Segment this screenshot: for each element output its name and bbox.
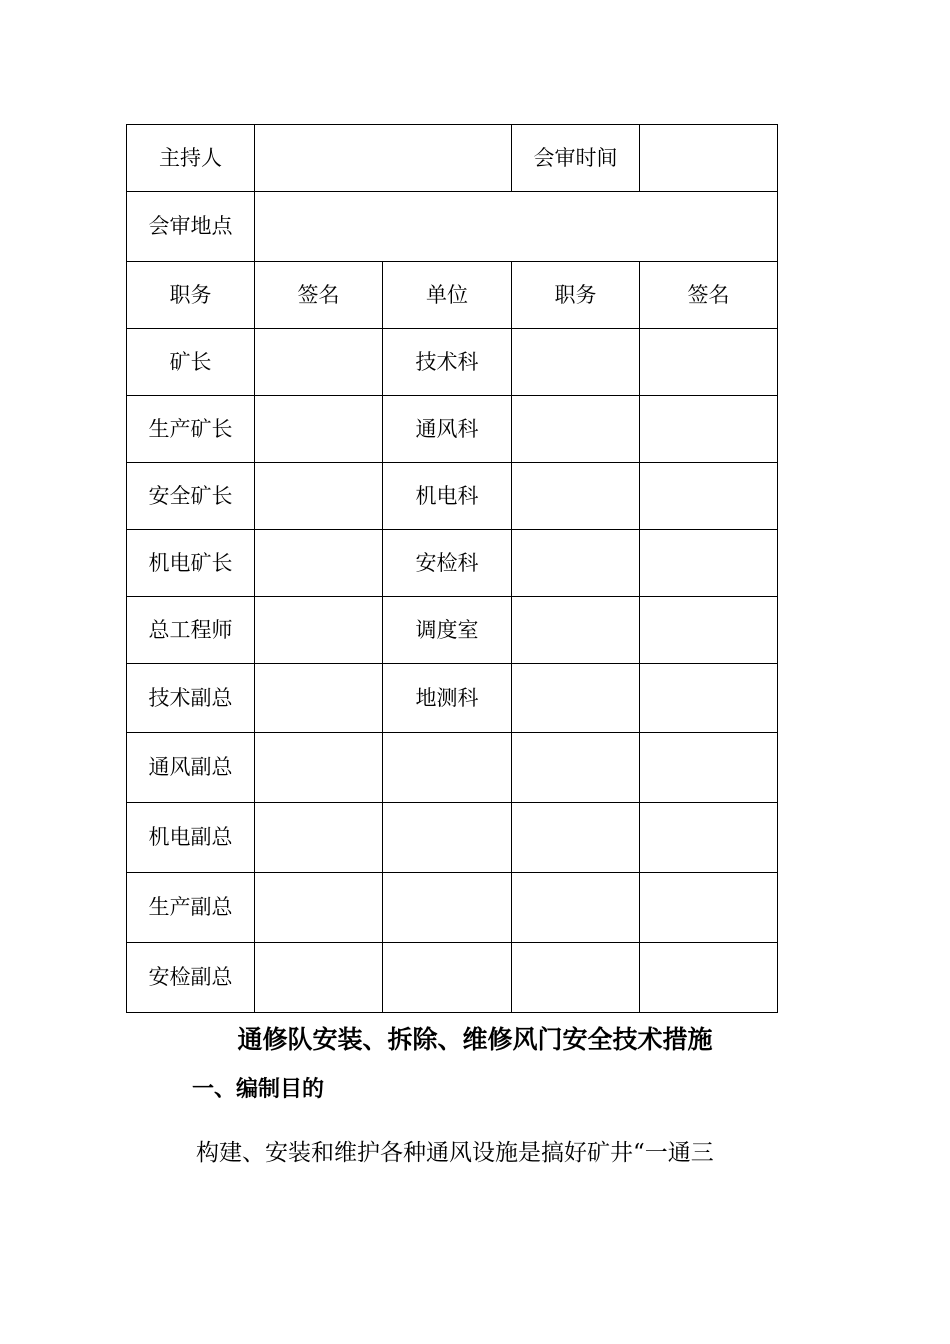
signature-cell-2[interactable] <box>640 396 778 463</box>
signature-cell-2[interactable] <box>640 329 778 396</box>
signature-cell[interactable] <box>255 463 383 530</box>
signature-cell[interactable] <box>255 396 383 463</box>
position-cell-2[interactable] <box>512 396 640 463</box>
signature-cell[interactable] <box>255 803 383 873</box>
section-heading: 一、编制目的 <box>192 1077 325 1102</box>
position-cell-2[interactable] <box>512 329 640 396</box>
table-row <box>127 803 778 873</box>
host-label: 主持人 <box>127 125 255 192</box>
position-cell: 生产副总 <box>127 873 255 943</box>
unit-cell[interactable] <box>383 733 512 803</box>
review-signoff-table <box>126 124 778 1013</box>
signature-cell-2[interactable] <box>640 803 778 873</box>
signature-cell[interactable] <box>255 530 383 597</box>
unit-cell: 地测科 <box>383 664 512 733</box>
signature-cell[interactable] <box>255 943 383 1013</box>
position-cell: 总工程师 <box>127 597 255 664</box>
unit-cell[interactable] <box>383 803 512 873</box>
header-unit: 单位 <box>383 262 512 329</box>
position-cell: 技术副总 <box>127 664 255 733</box>
unit-cell: 通风科 <box>383 396 512 463</box>
position-cell: 机电副总 <box>127 803 255 873</box>
table-row <box>127 664 778 733</box>
position-cell-2[interactable] <box>512 733 640 803</box>
signature-cell[interactable] <box>255 873 383 943</box>
body-paragraph: 构建、安装和维护各种通风设施是搞好矿井“一通三 <box>196 1140 714 1166</box>
position-cell: 矿长 <box>127 329 255 396</box>
table-row <box>127 530 778 597</box>
table-row <box>127 463 778 530</box>
signature-cell[interactable] <box>255 597 383 664</box>
position-cell-2[interactable] <box>512 943 640 1013</box>
signature-cell-2[interactable] <box>640 463 778 530</box>
unit-cell: 机电科 <box>383 463 512 530</box>
header-position-2: 职务 <box>512 262 640 329</box>
host-row <box>127 125 778 192</box>
signature-cell-2[interactable] <box>640 943 778 1013</box>
position-cell: 通风副总 <box>127 733 255 803</box>
table-row <box>127 597 778 664</box>
signature-cell[interactable] <box>255 329 383 396</box>
position-cell: 机电矿长 <box>127 530 255 597</box>
header-position: 职务 <box>127 262 255 329</box>
unit-cell[interactable] <box>383 943 512 1013</box>
position-cell-2[interactable] <box>512 530 640 597</box>
table-row <box>127 943 778 1013</box>
unit-cell: 安检科 <box>383 530 512 597</box>
location-row <box>127 192 778 262</box>
position-cell-2[interactable] <box>512 597 640 664</box>
unit-cell: 调度室 <box>383 597 512 664</box>
table-row <box>127 873 778 943</box>
signature-cell-2[interactable] <box>640 733 778 803</box>
table-row <box>127 329 778 396</box>
review-time-value-cell[interactable] <box>640 125 778 192</box>
review-time-label: 会审时间 <box>512 125 640 192</box>
host-value-cell[interactable] <box>255 125 512 192</box>
position-cell-2[interactable] <box>512 664 640 733</box>
signature-cell-2[interactable] <box>640 530 778 597</box>
signature-cell-2[interactable] <box>640 597 778 664</box>
signature-cell[interactable] <box>255 733 383 803</box>
header-row <box>127 262 778 329</box>
unit-cell[interactable] <box>383 873 512 943</box>
position-cell-2[interactable] <box>512 463 640 530</box>
header-signature-2: 签名 <box>640 262 778 329</box>
signature-cell[interactable] <box>255 664 383 733</box>
table-row <box>127 733 778 803</box>
review-location-value-cell[interactable] <box>255 192 778 262</box>
table-row <box>127 396 778 463</box>
review-location-label: 会审地点 <box>127 192 255 262</box>
position-cell-2[interactable] <box>512 803 640 873</box>
position-cell: 安全矿长 <box>127 463 255 530</box>
position-cell: 生产矿长 <box>127 396 255 463</box>
position-cell: 安检副总 <box>127 943 255 1013</box>
signature-cell-2[interactable] <box>640 873 778 943</box>
position-cell-2[interactable] <box>512 873 640 943</box>
document-title: 通修队安装、拆除、维修风门安全技术措施 <box>237 1025 713 1054</box>
unit-cell: 技术科 <box>383 329 512 396</box>
header-signature: 签名 <box>255 262 383 329</box>
signature-cell-2[interactable] <box>640 664 778 733</box>
